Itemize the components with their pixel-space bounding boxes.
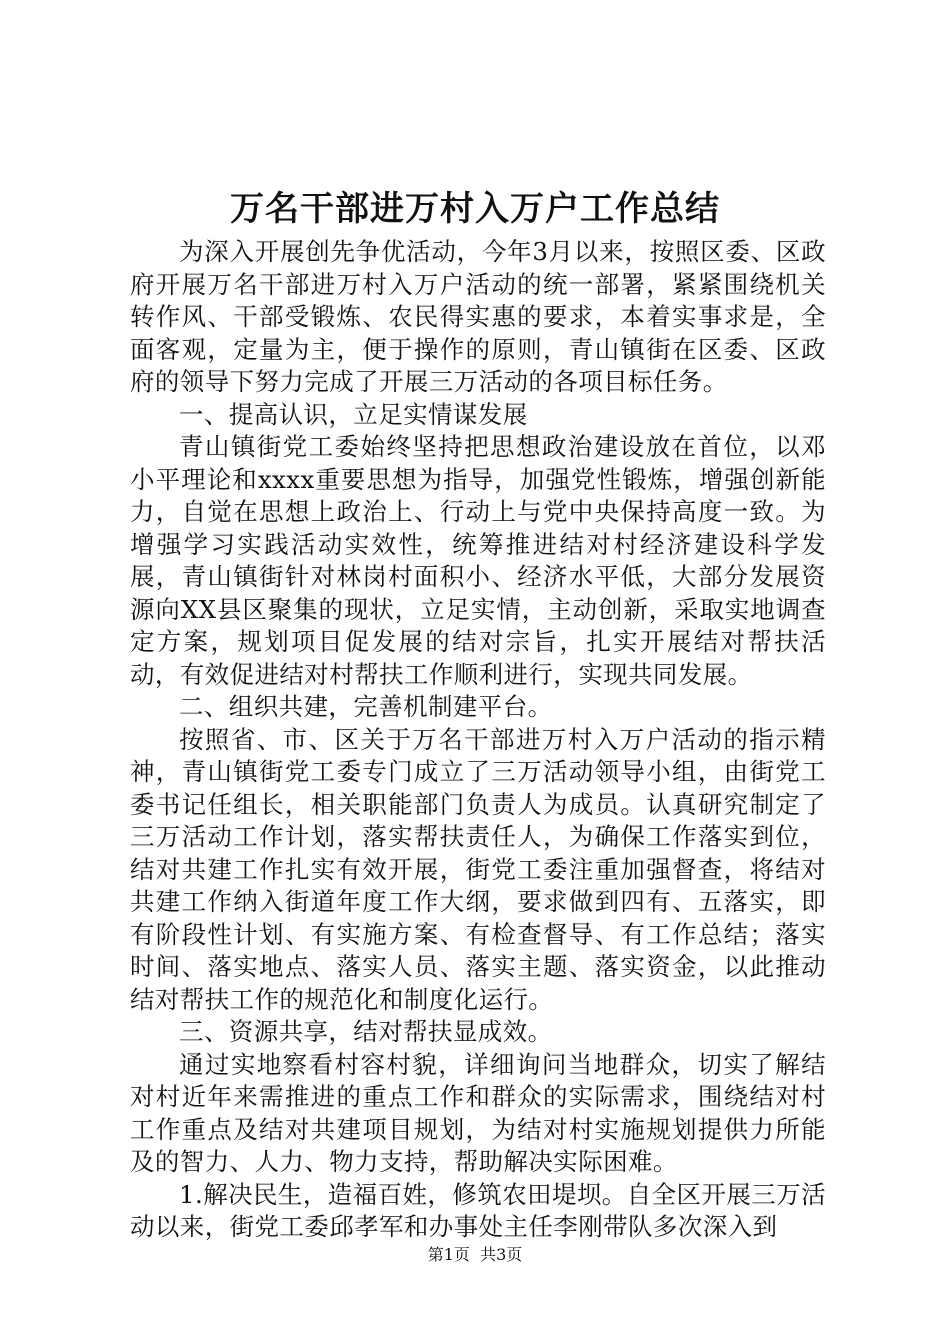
document-body: [130, 236, 826, 1244]
section-heading-3: 三、资源共享，结对帮扶显成效。: [179, 1017, 553, 1046]
document-title: 万名干部进万村入万户工作总结: [230, 189, 720, 229]
paragraph-section-3: 通过实地察看村容村貌，详细询问当地群众，切实了解结对村近年来需推进的重点工作和群众的实际需求，围绕结对村工作重点及结对共建项目规划，为结对村实施规划提供力所能及的智力、人力、物力支持，帮助解决实际困难。: [130, 1049, 826, 1176]
section-heading-1: 一、提高认识，立足实情谋发展: [179, 399, 528, 429]
section-heading-2: 二、组织共建，完善机制建平台。: [179, 692, 553, 721]
paragraph-item-1: 1.解决民生，造福百姓，修筑农田堤坝。自全区开展三万活动以来，街党工委邱孝军和办事处主任李刚带队多次深入到: [130, 1179, 826, 1241]
paragraph-intro: 为深入开展创先争优活动，今年3月以来，按照区委、区政府开展万名干部进万村入万户活动的统一部署，紧紧围绕机关转作风、干部受锻炼、农民得实惠的要求，本着实事求是，全面客观，定量为主，便于操作的原则，青山镇街在区委、区政府的领导下努力完成了开展三万活动的各项目标任务。: [130, 237, 826, 396]
page-total: 共3页: [480, 1245, 523, 1264]
page-number: 第1页: [427, 1245, 470, 1264]
paragraph-section-2: 按照省、市、区关于万名干部进万村入万户活动的指示精神，青山镇街党工委专门成立了三万活动领导小组，由街党工委书记任组长，相关职能部门负责人为成员。认真研究制定了三万活动工作计划，落实帮扶责任人，为确保工作落实到位，结对共建工作扎实有效开展，街党工委注重加强督查，将结对共建工作纳入街道年度工作大纲，要求做到四有、五落实，即有阶段性计划、有实施方案、有检查督导、有工作总结；落实时间、落实地点、落实人员、落实主题、落实资金，以此推动结对帮扶工作的规范化和制度化运行。: [130, 724, 826, 1014]
paragraph-section-1: 青山镇街党工委始终坚持把思想政治建设放在首位，以邓小平理论和xxxx重要思想为指导，加强党性锻炼，增强创新能力，自觉在思想上政治上、行动上与党中央保持高度一致。为增强学习实践活动实效性，统筹推进结对村经济建设科学发展，青山镇街针对林岗村面积小、经济水平低，大部分发展资源向XX县区聚集的现状，立足实情，主动创新，采取实地调查定方案，规划项目促发展的结对宗旨，扎实开展结对帮扶活动，有效促进结对村帮扶工作顺利进行，实现共同发展。: [130, 432, 826, 689]
page-footer: [0, 1243, 950, 1267]
footer-gap: [470, 1245, 480, 1264]
